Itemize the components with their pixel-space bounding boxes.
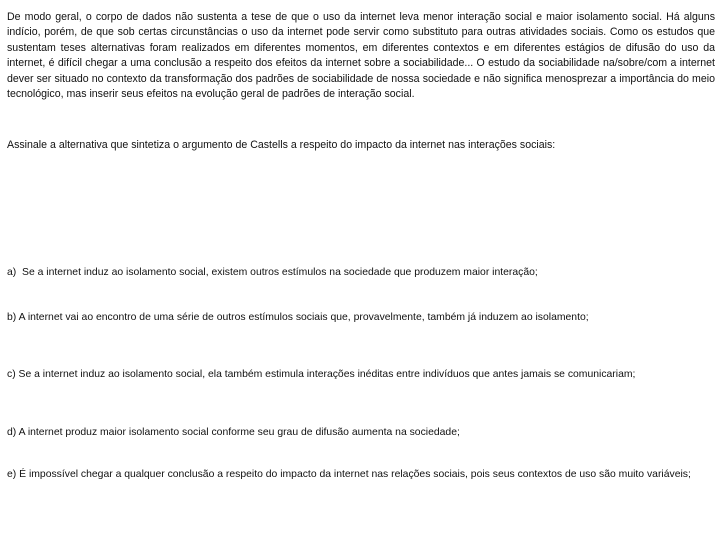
option-e[interactable] <box>7 467 711 482</box>
option-c-text: Se a internet induz ao isolamento social, ela também estimula interações inéditas entre indivíduos que antes jamais se comunicariam; <box>18 369 636 380</box>
option-d-letter: d) <box>7 427 17 438</box>
option-c-letter: c) <box>7 369 16 380</box>
option-a-text: Se a internet induz ao isolamento social, existem outros estímulos na sociedade que produzem maior interação; <box>22 267 538 278</box>
option-a-letter: a) <box>7 267 17 278</box>
option-e-text: É impossível chegar a qualquer conclusão a respeito do impacto da internet nas relações sociais, pois seus contextos de uso são muito variáveis; <box>19 469 691 480</box>
option-c[interactable] <box>7 367 711 382</box>
option-b-text: A internet vai ao encontro de uma série de outros estímulos sociais que, provavelmente, também já induzem ao isolamento; <box>18 312 589 323</box>
passage-text: De modo geral, o corpo de dados não sustenta a tese de que o uso da internet leva menor interação social e maior isolamento social. Há alguns indício, porém, de que sob certas circunstâncias o uso da internet pode servir como substituto para outras atividades sociais. Como os estudos que sustentam teses alternativas foram realizados em diferentes momentos, em diferentes contextos e em diferentes estágios de difusão do uso da internet, é difícil chegar a uma conclusão a respeito dos efeitos da internet sobre a sociabilidade... O estudo da sociabilidade na/sobre/com a internet dever ser situado no contexto da transformação dos padrões de sociabilidade de nossa sociedade e não significa menosprezar a importância do meio tecnológico, mas inserir seus efeitos na evolução geral de padrões de interação social. <box>7 11 715 101</box>
option-b-letter: b) <box>7 312 17 323</box>
option-e-letter: e) <box>7 469 17 480</box>
option-d-text: A internet produz maior isolamento social conforme seu grau de difusão aumenta na sociedade; <box>18 427 460 438</box>
option-a[interactable] <box>7 265 711 280</box>
option-b[interactable] <box>7 310 711 325</box>
option-d[interactable] <box>7 425 711 440</box>
question-prompt: Assinale a alternativa que sintetiza o argumento de Castells a respeito do impacto da internet nas interações sociais: <box>7 139 556 151</box>
